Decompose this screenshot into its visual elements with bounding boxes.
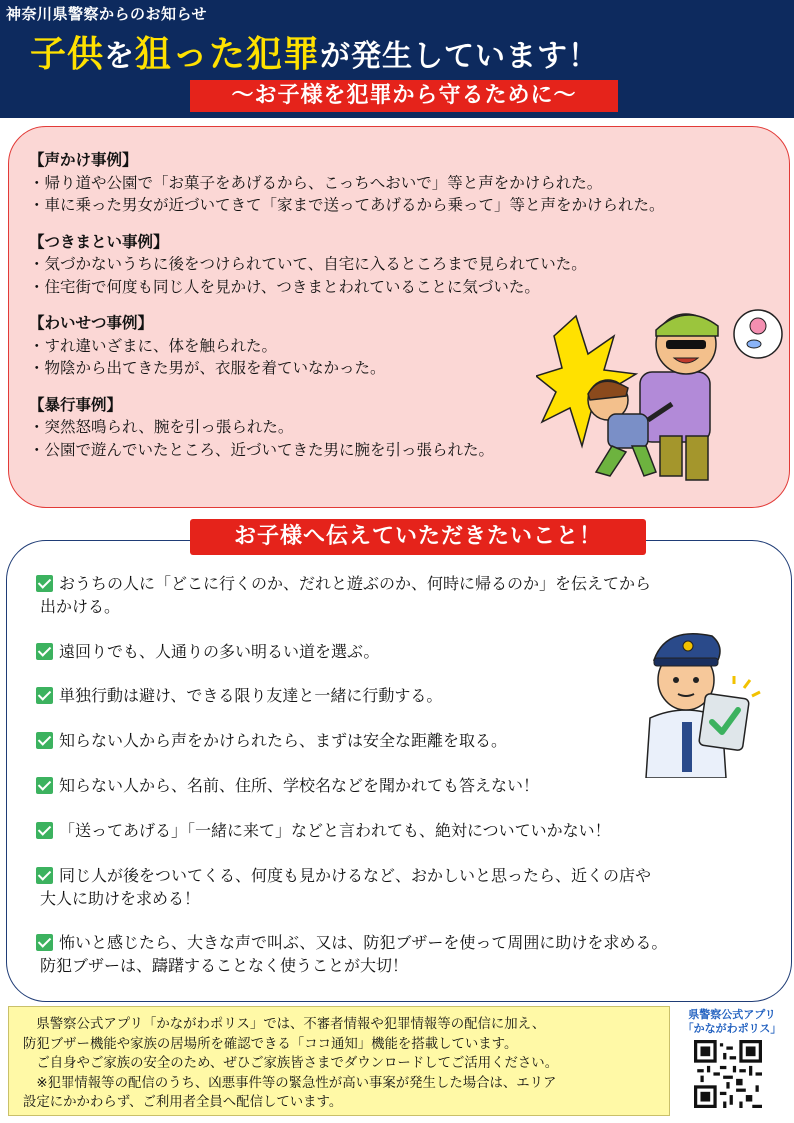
case-line: ・すれ違いざまに、体を触られた。 [29, 336, 278, 355]
headline [30, 26, 770, 77]
case-line: ・住宅街で何度も同じ人を見かけ、つきまとわれていることに気づいた。 [29, 277, 540, 296]
qr-code[interactable] [694, 1040, 762, 1108]
advice-text-continued: 出かける。 [40, 597, 121, 616]
advice-text: 知らない人から、名前、住所、学校名などを聞かれても答えない！ [59, 776, 540, 795]
advice-text: 遠回りでも、人通りの多い明るい道を選ぶ。 [59, 642, 380, 661]
case-heading: 【つきまとい事例】 [29, 232, 169, 251]
headline-part-3: 狙った [135, 34, 247, 75]
case-line: ・車に乗った男女が近づいてきて「家まで送ってあげるから乗って」等と声をかけられた。 [29, 196, 665, 214]
case-heading: 【わいせつ事例】 [29, 314, 154, 332]
advice-text: 単独行動は避け、できる限り友達と一緒に行動する。 [59, 686, 443, 705]
app-info-line: 設定にかかわらず、ご利用者全員へ配信しています。 [23, 1095, 343, 1110]
check-icon [36, 867, 53, 884]
check-icon [36, 687, 53, 704]
subtitle-banner: ～お子様を犯罪から守るために～ [190, 80, 618, 112]
advice-item [36, 774, 539, 797]
header-banner [0, 0, 794, 118]
advice-item [36, 729, 507, 752]
organization-label: 神奈川県警察からのお知らせ [6, 5, 208, 23]
qr-label [676, 1008, 788, 1036]
advice-item [36, 572, 651, 618]
check-icon [36, 575, 53, 592]
check-icon [36, 732, 53, 749]
app-info-line: ※犯罪情報等の配信のうち、凶悪事件等の緊急性が高い事案が発生した場合は、エリア [23, 1075, 557, 1091]
advice-text: おうちの人に「どこに行くのか、だれと遊ぶのか、何時に帰るのか」を伝えてから [59, 574, 652, 593]
check-icon [36, 934, 53, 951]
advice-item [36, 684, 442, 707]
app-info-line: ご自身やご家族の安全のため、ぜひご家族皆さまでダウンロードしてご活用ください。 [23, 1056, 559, 1071]
advice-text: 知らない人から声をかけられたら、まずは安全な距離を取る。 [59, 731, 508, 750]
case-line: ・物陰から出てきた男が、衣服を着ていなかった。 [29, 359, 386, 377]
advice-item [36, 819, 611, 842]
app-info-text [23, 1015, 558, 1113]
advice-text-continued: 大人に助けを求める！ [40, 889, 201, 908]
case-heading: 【暴行事例】 [29, 395, 123, 414]
check-icon [36, 777, 53, 794]
advice-text: 怖いと感じたら、大きな声で叫ぶ、又は、防犯ブザーを使って周囲に助けを求める。 [59, 933, 668, 952]
headline-part-1: 子供 [30, 34, 105, 75]
advice-text: 「送ってあげる」「一緒に来て」などと言われても、絶対についていかない！ [59, 821, 611, 840]
police-officer-illustration [626, 618, 766, 778]
app-info-line: 県警察公式アプリ「かながわポリス」では、不審者情報や犯罪情報等の配信に加え、 [23, 1017, 546, 1032]
headline-part-2: を [104, 39, 136, 74]
advice-item [36, 864, 651, 910]
advice-item [36, 640, 379, 663]
headline-part-4: 犯罪 [246, 34, 321, 75]
qr-label-line-2: 「かながわポリス」 [682, 1022, 782, 1035]
app-info-box [8, 1006, 670, 1116]
headline-part-5: が発生しています！ [320, 39, 600, 74]
case-line: ・帰り道や公園で「お菓子をあげるから、こっちへおいで」等と声をかけられた。 [29, 173, 603, 192]
advice-text-continued: 防犯ブザーは、躊躇することなく使うことが大切！ [40, 956, 409, 975]
suspicious-man-illustration [536, 296, 786, 486]
app-info-line: 防犯ブザー機能や家族の居場所を確認できる「ココ通知」機能を搭載しています。 [23, 1036, 518, 1052]
qr-label-line-1: 県警察公式アプリ [688, 1008, 776, 1021]
advice-item [36, 931, 667, 977]
case-line: ・突然怒鳴られ、腕を引っ張られた。 [29, 418, 294, 436]
check-icon [36, 643, 53, 660]
case-line: ・気づかないうちに後をつけられていて、自宅に入るところまで見られていた。 [29, 255, 587, 273]
case-heading: 【声かけ事例】 [29, 151, 138, 169]
advice-title-banner: お子様へ伝えていただきたいこと！ [190, 519, 646, 555]
advice-text: 同じ人が後をついてくる、何度も見かけるなど、おかしいと思ったら、近くの店や [59, 866, 652, 885]
case-line: ・公園で遊んでいたところ、近づいてきた男に腕を引っ張られた。 [29, 440, 495, 459]
check-icon [36, 822, 53, 839]
